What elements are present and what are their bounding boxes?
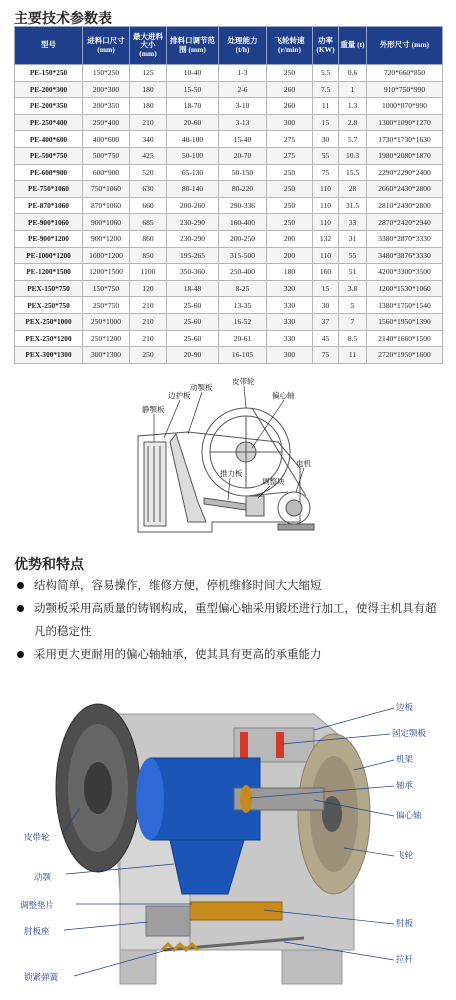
crusher-cutaway-diagram [14, 688, 444, 992]
feature-text: 结构简单，容易操作，维修方便，停机维修时间大大缩短 [34, 578, 322, 592]
spec-row [15, 347, 443, 364]
feature-item [14, 597, 446, 643]
spec-cell: 180 [267, 264, 313, 281]
spec-cell: 55 [339, 247, 367, 264]
spec-cell-model: PE-750*1060 [15, 181, 83, 198]
bullet-icon [17, 651, 24, 658]
spec-cell: 275 [267, 131, 313, 148]
spec-cell: 210 [130, 297, 167, 314]
spec-cell: 10.3 [339, 147, 367, 164]
spec-row [15, 280, 443, 297]
spec-cell: 37 [313, 313, 339, 330]
spec-cell: 15.5 [339, 164, 367, 181]
col-header-max-feed: 最大进料大小 (mm) [130, 27, 167, 65]
label-eccentric-shaft: 偏心轴 [272, 391, 295, 400]
spec-cell: 870*1060 [83, 197, 130, 214]
spec-cell: 20-61 [219, 330, 267, 347]
spec-cell: 1200*1530*1060 [367, 280, 443, 297]
spec-cell: 900*1200 [83, 230, 130, 247]
spec-cell: 18-70 [167, 98, 219, 115]
spec-cell: 500*750 [83, 147, 130, 164]
spec-row [15, 247, 443, 264]
spec-cell: 2290*2290*2400 [367, 164, 443, 181]
spec-row [15, 313, 443, 330]
spec-cell: 1380*1750*1540 [367, 297, 443, 314]
crusher-structure-diagram [128, 372, 340, 548]
spec-row [15, 230, 443, 247]
spec-cell: 25-60 [167, 313, 219, 330]
spec-cell: 0.6 [339, 65, 367, 82]
spec-cell: 250 [267, 214, 313, 231]
spec-cell: 3.8 [339, 280, 367, 297]
spec-cell: 1000*870*990 [367, 98, 443, 115]
feature-item [14, 643, 446, 666]
spec-cell: 16-52 [219, 313, 267, 330]
spec-cell: 1100 [130, 264, 167, 281]
spec-cell: 51 [339, 264, 367, 281]
spec-cell: 18-48 [167, 280, 219, 297]
movable-jaw-shape [170, 434, 206, 522]
spec-cell: 110 [313, 181, 339, 198]
spec-row [15, 330, 443, 347]
spec-cell: 3380*2870*3330 [367, 230, 443, 247]
spec-cell: 5 [339, 297, 367, 314]
label-guard-plate: 边护板 [168, 391, 191, 400]
spec-row [15, 264, 443, 281]
spec-cell: 75 [313, 164, 339, 181]
spec-cell: 10-40 [167, 65, 219, 82]
bearing-shape [240, 785, 252, 813]
spec-cell: 15 [313, 114, 339, 131]
spec-cell: 200-260 [167, 197, 219, 214]
spec-cell: 15-40 [219, 131, 267, 148]
label-movable-jaw: 动颚 [34, 873, 52, 883]
bullet-icon [17, 582, 24, 589]
spec-cell-model: PE-250*400 [15, 114, 83, 131]
spec-cell: 55 [313, 147, 339, 164]
spec-cell: 31.5 [339, 197, 367, 214]
spec-cell: 250 [267, 164, 313, 181]
spec-cell-model: PE-600*900 [15, 164, 83, 181]
features-list [14, 574, 446, 666]
spec-cell: 200*350 [83, 98, 130, 115]
spec-cell: 30 [313, 297, 339, 314]
spec-row [15, 98, 443, 115]
spec-cell: 5.5 [313, 65, 339, 82]
feature-text: 动颚板采用高质量的铸钢构成，重型偏心轴采用锻坯进行加工，使得主机具有超凡的稳定性 [34, 601, 437, 638]
spec-cell: 80-220 [219, 181, 267, 198]
spec-cell: 250*1000 [83, 313, 130, 330]
spec-cell: 13-35 [219, 297, 267, 314]
spec-cell-model: PE-900*1060 [15, 214, 83, 231]
adjust-block-shape [246, 496, 264, 516]
spec-cell: 7.5 [313, 81, 339, 98]
spec-cell: 425 [130, 147, 167, 164]
spec-cell: 250*400 [83, 114, 130, 131]
spec-table-header-row [15, 27, 443, 65]
spec-cell: 200-250 [219, 230, 267, 247]
spec-cell: 30 [313, 131, 339, 148]
spec-cell: 31 [339, 230, 367, 247]
spec-cell: 180 [130, 81, 167, 98]
spec-cell: 25-60 [167, 297, 219, 314]
spec-cell: 75 [313, 347, 339, 364]
spec-cell: 1560*1950*1390 [367, 313, 443, 330]
features-title: 优势和特点 [14, 557, 84, 573]
spec-cell: 3-10 [219, 98, 267, 115]
col-header-discharge-range: 排料口调节范围 (mm) [167, 27, 219, 65]
label-toggle-plate: 肘板 [396, 919, 414, 929]
spec-cell: 50-150 [219, 164, 267, 181]
spec-cell: 290-336 [219, 197, 267, 214]
spec-cell: 320 [267, 280, 313, 297]
spec-cell: 250 [267, 197, 313, 214]
spec-cell: 1 [339, 81, 367, 98]
spec-cell: 520 [130, 164, 167, 181]
spec-cell: 180 [130, 98, 167, 115]
spec-cell: 33 [339, 214, 367, 231]
spec-cell-model: PE-900*1200 [15, 230, 83, 247]
spec-cell: 11 [339, 347, 367, 364]
spec-cell: 132 [313, 230, 339, 247]
spec-cell-model: PEX-250*1200 [15, 330, 83, 347]
spec-cell: 65-130 [167, 164, 219, 181]
spec-cell: 110 [313, 197, 339, 214]
spec-cell: 300 [267, 347, 313, 364]
spec-cell: 200 [267, 230, 313, 247]
col-header-model: 型号 [15, 27, 83, 65]
label-movable-jaw: 动颚板 [190, 383, 213, 392]
spec-row [15, 65, 443, 82]
spec-row [15, 214, 443, 231]
spec-cell: 3-13 [219, 114, 267, 131]
spec-cell: 750*1060 [83, 181, 130, 198]
spec-row [15, 197, 443, 214]
bullet-icon [17, 605, 24, 612]
spec-cell: 8.5 [339, 330, 367, 347]
spec-cell: 20-60 [167, 114, 219, 131]
spec-cell-model: PE-200*300 [15, 81, 83, 98]
spec-cell: 16-105 [219, 347, 267, 364]
spec-cell: 685 [130, 214, 167, 231]
label-toggle-seat: 肘板座 [24, 927, 50, 937]
spec-cell: 315-500 [219, 247, 267, 264]
spec-cell: 2720*1950*1600 [367, 347, 443, 364]
spec-cell: 195-265 [167, 247, 219, 264]
spec-row [15, 164, 443, 181]
spec-cell: 260 [267, 98, 313, 115]
spec-cell: 340 [130, 131, 167, 148]
spec-cell: 125 [130, 65, 167, 82]
col-header-capacity: 处理能力 (t/h) [219, 27, 267, 65]
spec-row [15, 297, 443, 314]
spec-cell: 25-60 [167, 330, 219, 347]
feature-text: 采用更大更耐用的偏心轴轴承，使其具有更高的承重能力 [34, 647, 322, 661]
col-header-feed-opening: 进料口尺寸 (mm) [83, 27, 130, 65]
label-tie-rod: 拉杆 [396, 955, 414, 965]
spec-cell: 720*660*850 [367, 65, 443, 82]
spec-cell: 250 [267, 181, 313, 198]
fixed-jaw-shape [144, 442, 166, 526]
col-header-flywheel-speed: 飞轮转速 (r/min) [267, 27, 313, 65]
spec-cell: 660 [130, 197, 167, 214]
spec-cell: 120 [130, 280, 167, 297]
spec-cell: 350-360 [167, 264, 219, 281]
label-fixed-jaw-plate: 固定颚板 [392, 729, 427, 739]
spec-cell: 2660*2430*2800 [367, 181, 443, 198]
spec-table [14, 26, 443, 364]
label-adjust-block: 调整块 [262, 477, 285, 486]
spec-cell-model: PEX-150*750 [15, 280, 83, 297]
spec-cell: 630 [130, 181, 167, 198]
spec-cell: 210 [130, 313, 167, 330]
spec-cell: 3480*3876*3330 [367, 247, 443, 264]
spec-cell: 2810*2430*2800 [367, 197, 443, 214]
label-motor: 电机 [296, 459, 311, 468]
col-header-dimensions: 外形尺寸 (mm) [367, 27, 443, 65]
spec-cell: 200 [267, 247, 313, 264]
spec-cell: 1-3 [219, 65, 267, 82]
spec-cell-model: PEX-250*750 [15, 297, 83, 314]
spec-cell: 860 [130, 230, 167, 247]
spec-cell: 250 [267, 65, 313, 82]
spec-cell: 250*750 [83, 297, 130, 314]
spec-cell: 275 [267, 147, 313, 164]
label-toggle-plate: 推力板 [220, 469, 243, 478]
spec-cell: 15 [313, 280, 339, 297]
spec-cell-model: PE-1200*1500 [15, 264, 83, 281]
spec-cell: 1980*2080*1870 [367, 147, 443, 164]
toggle-plate-shape [190, 902, 282, 920]
spec-cell: 250 [130, 347, 167, 364]
spec-cell: 160-400 [219, 214, 267, 231]
spec-cell: 11 [313, 98, 339, 115]
label-side-plate: 边板 [396, 703, 414, 713]
label-adjust-shim: 调整垫片 [20, 901, 55, 911]
spec-cell-model: PEX-300*1300 [15, 347, 83, 364]
toggle-plate-shape [204, 498, 246, 510]
spec-cell: 600*900 [83, 164, 130, 181]
spec-cell: 2-6 [219, 81, 267, 98]
spec-cell: 850 [130, 247, 167, 264]
specs-title: 主要技术参数表 [14, 11, 112, 27]
spec-cell: 250*1200 [83, 330, 130, 347]
spec-cell: 110 [313, 247, 339, 264]
spec-row [15, 81, 443, 98]
label-bearing: 轴承 [396, 781, 414, 791]
spec-cell: 5.7 [339, 131, 367, 148]
spec-cell: 300*1300 [83, 347, 130, 364]
spec-cell: 4200*3300*3500 [367, 264, 443, 281]
spec-cell: 15-50 [167, 81, 219, 98]
spec-cell: 80-140 [167, 181, 219, 198]
spec-cell: 150*750 [83, 280, 130, 297]
spec-cell: 200*300 [83, 81, 130, 98]
spec-cell: 110 [313, 214, 339, 231]
label-frame: 机架 [396, 755, 414, 765]
spec-cell: 260 [267, 81, 313, 98]
spec-row [15, 147, 443, 164]
spec-cell: 900*1060 [83, 214, 130, 231]
spec-cell: 250-400 [219, 264, 267, 281]
spec-cell-model: PE-1000*1200 [15, 247, 83, 264]
spec-cell-model: PE-400*600 [15, 131, 83, 148]
spec-cell: 210 [130, 330, 167, 347]
spec-cell: 2.8 [339, 114, 367, 131]
label-flywheel: 飞轮 [396, 851, 414, 861]
spec-cell: 330 [267, 297, 313, 314]
spec-cell-model: PEX-250*1000 [15, 313, 83, 330]
spec-cell: 210 [130, 114, 167, 131]
spec-cell-model: PE-150*250 [15, 65, 83, 82]
label-fixed-jaw: 静颚板 [142, 405, 165, 414]
col-header-weight: 重量 (t) [339, 27, 367, 65]
label-tension-spring: 锁紧弹簧 [24, 973, 59, 983]
spec-cell: 400*600 [83, 131, 130, 148]
spec-cell: 40-100 [167, 131, 219, 148]
label-belt-pulley: 皮带轮 [232, 377, 255, 386]
spec-cell: 20-70 [219, 147, 267, 164]
spec-cell: 1.3 [339, 98, 367, 115]
spec-cell: 45 [313, 330, 339, 347]
label-belt-pulley: 皮带轮 [24, 833, 50, 843]
spec-cell: 330 [267, 330, 313, 347]
spec-cell: 8-25 [219, 280, 267, 297]
spec-cell: 20-90 [167, 347, 219, 364]
spec-cell: 910*750*990 [367, 81, 443, 98]
spec-cell-model: PE-500*750 [15, 147, 83, 164]
spec-cell: 1200*1500 [83, 264, 130, 281]
spec-cell: 1730*1730*1630 [367, 131, 443, 148]
spec-cell: 2870*2420*2940 [367, 214, 443, 231]
spec-cell: 1300*1090*1270 [367, 114, 443, 131]
spec-cell: 160 [313, 264, 339, 281]
spec-cell: 230-290 [167, 214, 219, 231]
spec-cell: 2140*1660*1500 [367, 330, 443, 347]
toggle-seat-shape [146, 906, 190, 936]
spec-cell-model: PE-870*1060 [15, 197, 83, 214]
spec-cell: 230-290 [167, 230, 219, 247]
spec-cell: 330 [267, 313, 313, 330]
label-eccentric-shaft: 偏心轴 [396, 811, 422, 821]
col-header-power: 功率 (KW) [313, 27, 339, 65]
spec-cell: 50-100 [167, 147, 219, 164]
spec-cell: 1000*1200 [83, 247, 130, 264]
feature-item [14, 574, 446, 597]
spec-row [15, 131, 443, 148]
spec-cell-model: PE-200*350 [15, 98, 83, 115]
spec-table-body [15, 65, 443, 364]
spec-cell: 28 [339, 181, 367, 198]
spec-row [15, 114, 443, 131]
spec-cell: 150*250 [83, 65, 130, 82]
spec-row [15, 181, 443, 198]
spec-cell: 300 [267, 114, 313, 131]
spec-cell: 7 [339, 313, 367, 330]
